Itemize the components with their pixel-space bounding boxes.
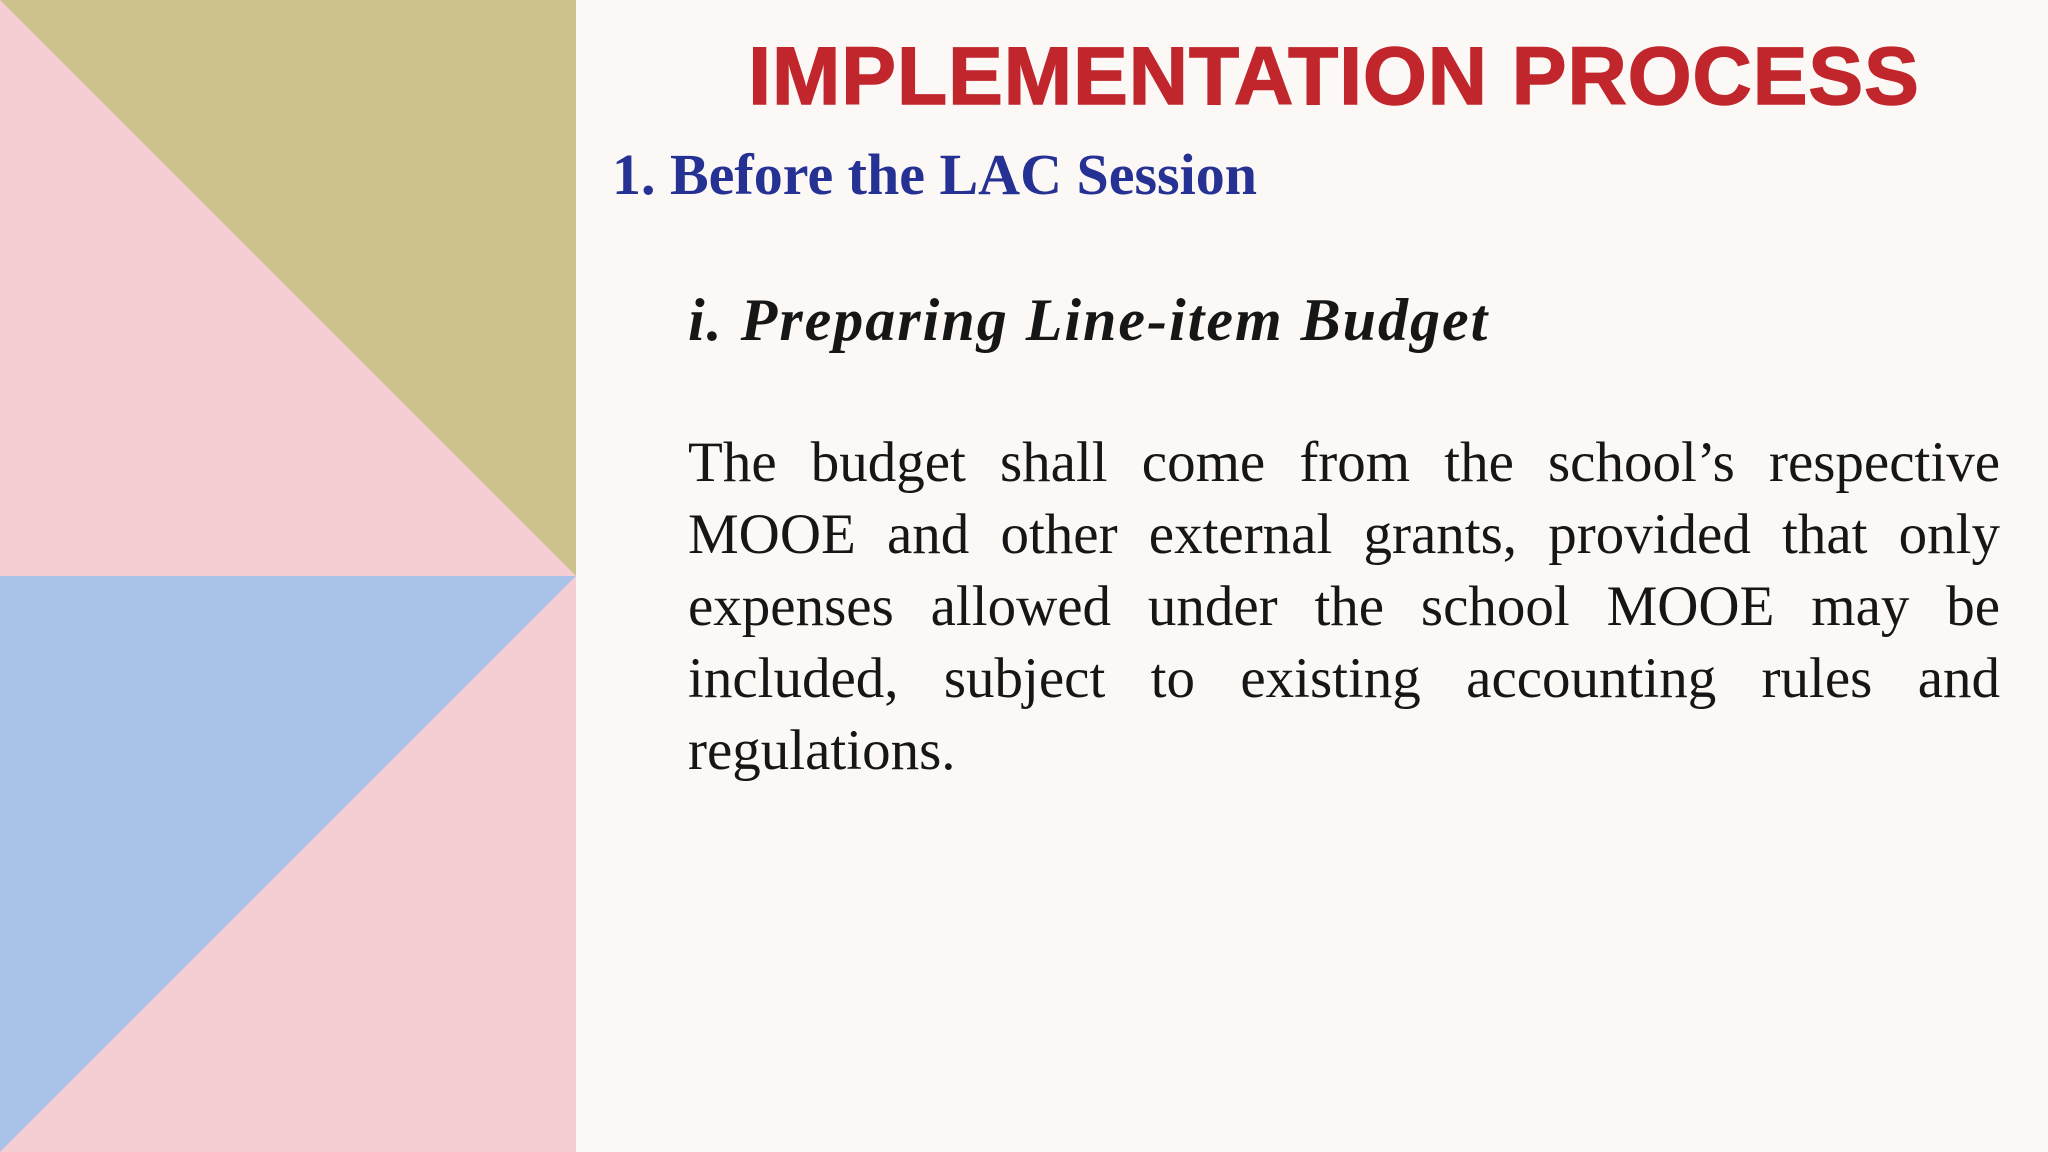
subsection-heading: i. Preparing Line-item Budget <box>688 287 1490 353</box>
body-paragraph: The budget shall come from the school’s respective MOOE and other external grants, provided that only expenses allowed under the school MOOE may be included, subject to existing accounting rules and regulations. <box>688 431 2000 782</box>
slide-title: IMPLEMENTATION PROCESS <box>748 31 1920 122</box>
section-heading: 1. Before the LAC Session <box>612 142 1257 207</box>
geometric-decoration <box>0 0 576 1152</box>
